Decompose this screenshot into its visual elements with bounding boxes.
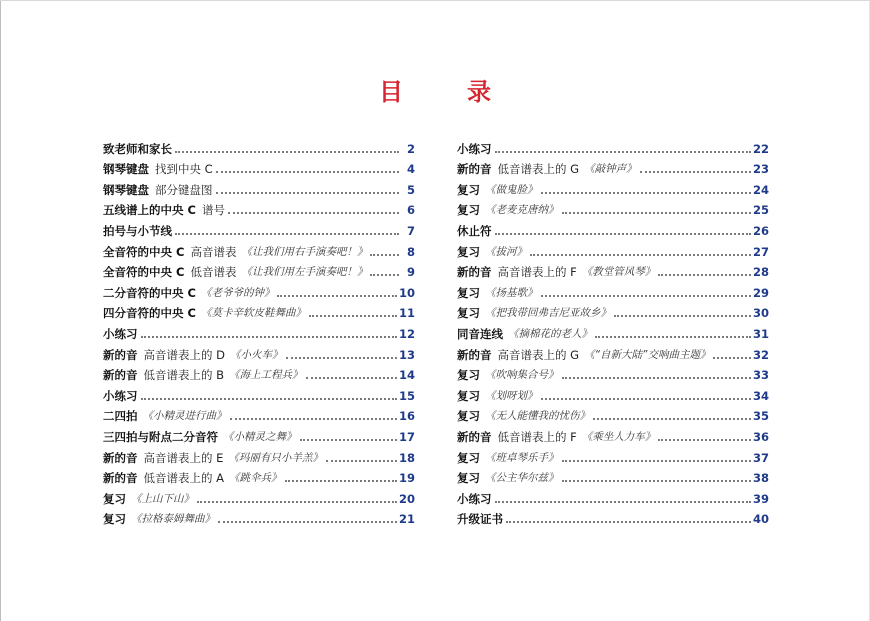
toc-entry-song-title: 《上山下山》 <box>131 492 194 505</box>
toc-entry-page-number: 22 <box>752 141 769 156</box>
toc-entry[interactable] <box>457 468 769 489</box>
toc-entry[interactable] <box>457 406 769 427</box>
dot-leader <box>530 253 751 256</box>
dot-leader <box>277 294 397 297</box>
page-title <box>0 72 870 107</box>
dot-leader <box>300 438 397 441</box>
toc-entry-page-number: 5 <box>406 182 415 197</box>
toc-right-column <box>457 138 769 529</box>
toc-entry[interactable] <box>103 468 415 489</box>
toc-entry[interactable] <box>103 303 415 324</box>
toc-entry-label: 新的音 <box>103 368 138 383</box>
toc-entry-page-number: 37 <box>752 450 769 465</box>
toc-entry[interactable] <box>457 241 769 262</box>
toc-entry-subtitle: 低音谱表上的 F <box>497 429 577 444</box>
toc-entry-subtitle: 低音谱表上的 G <box>497 162 580 177</box>
toc-entry-label: 五线谱上的中央 C <box>103 203 196 218</box>
toc-entry-song-title: 《让我们用右手演奏吧！》 <box>241 245 368 258</box>
toc-entry-subtitle: 部分键盘图 <box>155 182 213 197</box>
toc-entry-song-title: 《小精灵进行曲》 <box>142 410 227 423</box>
dot-leader <box>141 397 397 400</box>
toc-entry-label: 新的音 <box>457 347 492 362</box>
toc-entry-page-number: 40 <box>752 512 769 527</box>
dot-leader <box>286 356 397 359</box>
dot-leader <box>309 314 397 317</box>
toc-entry-song-title: 《小火车》 <box>230 348 283 361</box>
toc-entry-label: 新的音 <box>103 347 138 362</box>
page-border-top <box>0 0 870 1</box>
toc-entry-label: 新的音 <box>103 471 138 486</box>
toc-entry-label: 三四拍与附点二分音符 <box>103 429 218 444</box>
toc-entry[interactable] <box>457 220 769 241</box>
toc-entry-label: 复习 <box>457 306 480 321</box>
toc-entry-song-title: 《把我带回弗吉尼亚故乡》 <box>485 307 611 320</box>
toc-entry-page-number: 12 <box>398 326 415 341</box>
toc-entry[interactable] <box>103 262 415 283</box>
toc-entry[interactable] <box>457 426 769 447</box>
toc-entry-song-title: 《公主华尔兹》 <box>485 472 559 485</box>
dot-leader <box>562 376 751 379</box>
toc-entry-page-number: 29 <box>752 285 769 300</box>
dot-leader <box>658 438 751 441</box>
toc-entry-page-number: 16 <box>398 409 415 424</box>
toc-entry[interactable] <box>457 323 769 344</box>
toc-entry-page-number: 32 <box>752 347 769 362</box>
toc-entry-page-number: 27 <box>752 244 769 259</box>
toc-entry-song-title: 《老爷爷的钟》 <box>200 286 275 299</box>
toc-entry-page-number: 38 <box>752 471 769 486</box>
toc-entry[interactable] <box>103 241 415 262</box>
toc-entry-page-number: 21 <box>398 512 415 527</box>
toc-entry-song-title: 《吹响集合号》 <box>485 369 559 382</box>
toc-entry-page-number: 6 <box>406 203 415 218</box>
toc-entry[interactable] <box>457 344 769 365</box>
toc-entry[interactable] <box>103 220 415 241</box>
dot-leader <box>562 211 751 214</box>
toc-entry[interactable] <box>103 447 415 468</box>
dot-leader <box>506 520 751 523</box>
toc-entry-label: 小练习 <box>457 491 492 506</box>
toc-entry-label: 全音符的中央 C <box>103 244 185 259</box>
toc-entry-song-title: 《教堂管风琴》 <box>581 266 656 279</box>
toc-entry-song-title: 《拉格泰姆舞曲》 <box>131 513 215 526</box>
toc-entry[interactable] <box>457 365 769 386</box>
dot-leader <box>658 273 751 276</box>
toc-entry-label: 复习 <box>457 450 480 465</box>
toc-entry-label: 复习 <box>457 285 480 300</box>
dot-leader <box>216 170 399 173</box>
toc-entry-song-title: 《划呀划》 <box>485 389 538 402</box>
toc-entry-song-title: 《“自新大陆”交响曲主题》 <box>584 348 711 361</box>
toc-entry[interactable] <box>103 344 415 365</box>
toc-entry-label: 复习 <box>457 471 480 486</box>
dot-leader <box>230 417 397 420</box>
toc-entry[interactable] <box>103 200 415 221</box>
toc-entry-subtitle: 高音谱表上的 D <box>143 347 226 362</box>
toc-entry-page-number: 39 <box>752 491 769 506</box>
toc-entry-song-title: 《敲钟声》 <box>584 163 637 176</box>
toc-entry-label: 二四拍 <box>103 409 138 424</box>
toc-entry-label: 新的音 <box>457 162 492 177</box>
toc-entry[interactable] <box>103 282 415 303</box>
toc-entry-label: 复习 <box>457 368 480 383</box>
toc-entry[interactable] <box>457 509 769 530</box>
toc-entry[interactable] <box>103 159 415 180</box>
toc-left-column <box>103 138 415 529</box>
toc-entry-page-number: 31 <box>752 326 769 341</box>
toc-entry-page-number: 8 <box>406 244 415 259</box>
dot-leader <box>175 150 399 153</box>
toc-entry-page-number: 19 <box>398 471 415 486</box>
dot-leader <box>593 417 751 420</box>
toc-entry-label: 复习 <box>457 182 480 197</box>
dot-leader <box>197 500 397 503</box>
toc-entry-page-number: 4 <box>406 162 415 177</box>
toc-entry-label: 致老师和家长 <box>103 141 172 156</box>
toc-entry-subtitle: 低音谱表上的 B <box>143 368 225 383</box>
dot-leader <box>595 335 751 338</box>
toc-entry[interactable] <box>457 488 769 509</box>
toc-entry[interactable] <box>457 282 769 303</box>
toc-entry-song-title: 《玛丽有只小羊羔》 <box>228 451 323 464</box>
toc-entry-page-number: 2 <box>406 141 415 156</box>
toc-entry[interactable] <box>457 385 769 406</box>
toc-entry-page-number: 15 <box>398 388 415 403</box>
toc-entry-page-number: 7 <box>406 223 415 238</box>
title-char-1: 目 <box>379 78 403 106</box>
toc-entry-label: 四分音符的中央 C <box>103 306 196 321</box>
dot-leader <box>562 459 751 462</box>
dot-leader <box>175 232 399 235</box>
dot-leader <box>306 376 397 379</box>
toc-entry-subtitle: 谱号 <box>201 203 225 218</box>
toc-entry-page-number: 18 <box>398 450 415 465</box>
dot-leader <box>495 500 751 503</box>
dot-leader <box>285 479 397 482</box>
toc-entry-page-number: 25 <box>752 203 769 218</box>
toc-entry-song-title: 《小精灵之舞》 <box>223 430 297 443</box>
dot-leader <box>541 294 751 297</box>
dot-leader <box>141 335 397 338</box>
toc-entry-page-number: 30 <box>752 306 769 321</box>
dot-leader <box>541 397 751 400</box>
toc-entry-page-number: 35 <box>752 409 769 424</box>
toc-entry-page-number: 24 <box>752 182 769 197</box>
dot-leader <box>562 479 751 482</box>
toc-entry-label: 小练习 <box>457 141 492 156</box>
dot-leader <box>541 191 751 194</box>
toc-entry-song-title: 《跳伞兵》 <box>229 472 282 485</box>
toc-entry-page-number: 17 <box>398 429 415 444</box>
toc-entry-song-title: 《拔河》 <box>485 245 527 258</box>
toc-entry-label: 复习 <box>457 244 480 259</box>
toc-entry-page-number: 11 <box>398 306 415 321</box>
toc-entry-song-title: 《海上工程兵》 <box>229 369 303 382</box>
toc-entry-label: 新的音 <box>103 450 138 465</box>
dot-leader <box>495 232 751 235</box>
toc-entry-page-number: 13 <box>398 347 415 362</box>
toc-entry-subtitle: 找到中央 C <box>155 162 213 177</box>
toc-entry[interactable] <box>103 509 415 530</box>
toc-entry-label: 小练习 <box>103 388 138 403</box>
title-char-2: 录 <box>467 78 491 106</box>
toc-entry-subtitle: 高音谱表上的 E <box>143 450 224 465</box>
toc-entry[interactable] <box>457 159 769 180</box>
dot-leader <box>370 273 399 276</box>
toc-entry[interactable] <box>103 323 415 344</box>
toc-entry[interactable] <box>457 303 769 324</box>
toc-entry-label: 二分音符的中央 C <box>103 285 196 300</box>
dot-leader <box>326 459 397 462</box>
toc-entry[interactable] <box>103 138 415 159</box>
toc-entry-label: 拍号与小节线 <box>103 223 172 238</box>
toc-entry-page-number: 26 <box>752 223 769 238</box>
toc-entry-label: 复习 <box>457 388 480 403</box>
toc-entry[interactable] <box>103 488 415 509</box>
toc-entry-song-title: 《乘坐人力车》 <box>581 430 656 443</box>
toc-entry-label: 钢琴键盘 <box>103 182 149 197</box>
toc-entry-label: 全音符的中央 C <box>103 265 185 280</box>
toc-entry-subtitle: 高音谱表上的 F <box>497 265 577 280</box>
toc-entry[interactable] <box>103 365 415 386</box>
toc-entry[interactable] <box>457 179 769 200</box>
toc-entry-label: 复习 <box>103 512 126 527</box>
toc-entry-song-title: 《老麦克唐纳》 <box>485 204 559 217</box>
toc-entry-page-number: 20 <box>398 491 415 506</box>
dot-leader <box>370 253 399 256</box>
toc-entry-page-number: 23 <box>752 162 769 177</box>
toc-entry[interactable] <box>457 447 769 468</box>
toc-entry-page-number: 28 <box>752 265 769 280</box>
dot-leader <box>640 170 751 173</box>
dot-leader <box>614 314 751 317</box>
toc-entry-song-title: 《无人能懂我的忧伤》 <box>485 410 590 423</box>
toc-entry[interactable] <box>103 385 415 406</box>
dot-leader <box>495 150 751 153</box>
toc-entry-label: 新的音 <box>457 429 492 444</box>
toc-entry-label: 休止符 <box>457 223 492 238</box>
toc-entry-subtitle: 低音谱表 <box>190 265 237 280</box>
toc-entry-song-title: 《扬基歌》 <box>485 286 538 299</box>
toc-entry-page-number: 34 <box>752 388 769 403</box>
toc-entry-subtitle: 高音谱表 <box>190 244 237 259</box>
toc-entry[interactable] <box>103 406 415 427</box>
dot-leader <box>216 191 400 194</box>
toc-entry-song-title: 《摘棉花的老人》 <box>508 327 592 340</box>
dot-leader <box>228 211 399 214</box>
toc-entry-label: 小练习 <box>103 326 138 341</box>
toc-entry-subtitle: 高音谱表上的 G <box>497 347 580 362</box>
toc-entry-label: 升级证书 <box>457 512 503 527</box>
toc-entry-label: 新的音 <box>457 265 492 280</box>
toc-entry-label: 复习 <box>457 409 480 424</box>
toc-entry-label: 复习 <box>457 203 480 218</box>
toc-entry[interactable] <box>457 200 769 221</box>
toc-entry-page-number: 10 <box>398 285 415 300</box>
toc-entry-label: 同音连线 <box>457 326 503 341</box>
toc-entry[interactable] <box>103 426 415 447</box>
toc-entry-page-number: 14 <box>398 368 415 383</box>
toc-entry-subtitle: 低音谱表上的 A <box>143 471 225 486</box>
toc-entry-label: 复习 <box>103 491 126 506</box>
toc-entry-song-title: 《莫卡辛软皮鞋舞曲》 <box>200 307 306 320</box>
dot-leader <box>713 356 751 359</box>
toc-entry-page-number: 36 <box>752 429 769 444</box>
toc-entry-page-number: 33 <box>752 368 769 383</box>
toc-entry[interactable] <box>457 138 769 159</box>
toc-entry-song-title: 《班卓琴乐手》 <box>485 451 559 464</box>
toc-entry-song-title: 《做鬼脸》 <box>485 183 538 196</box>
toc-entry-label: 钢琴键盘 <box>103 162 149 177</box>
toc-entry-song-title: 《让我们用左手演奏吧！》 <box>241 266 368 279</box>
toc-entry-page-number: 9 <box>406 265 415 280</box>
dot-leader <box>218 520 397 523</box>
toc-entry[interactable] <box>103 179 415 200</box>
toc-entry[interactable] <box>457 262 769 283</box>
